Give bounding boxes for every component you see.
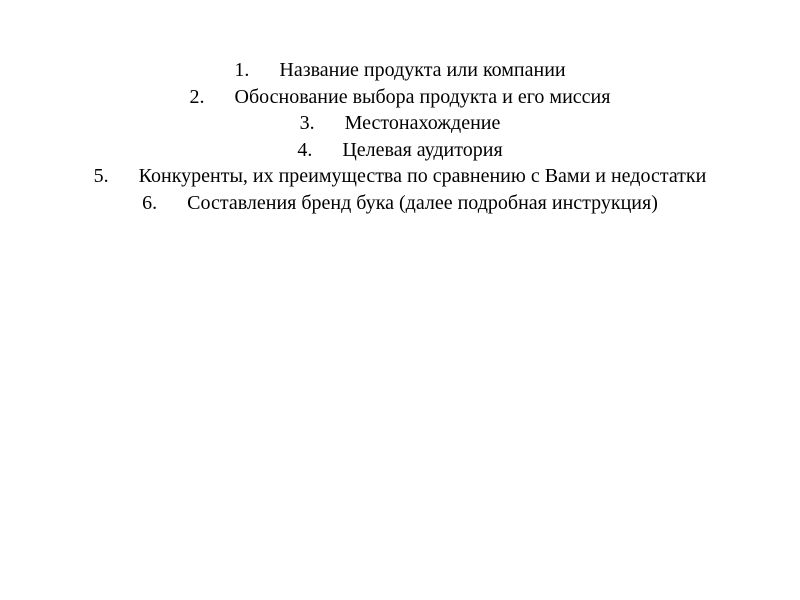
list-item-number: 5. (93, 165, 109, 187)
list-item-text: Составления бренд бука (далее подробная инструкция) (187, 191, 658, 214)
list-item (0, 84, 800, 111)
list-item-text: Целевая аудитория (342, 138, 503, 161)
list-item-text: Обоснование выбора продукта и его миссия (234, 85, 611, 108)
list-item-text: Местонахождение (344, 112, 501, 134)
list-item-number: 6. (142, 191, 158, 214)
list-item-number: 1. (234, 59, 250, 81)
numbered-list (0, 57, 800, 216)
list-item-number: 2. (189, 85, 205, 108)
list-item (0, 190, 800, 217)
list-item (0, 110, 800, 137)
list-item (0, 163, 800, 190)
list-item-number: 4. (297, 138, 313, 161)
list-item (0, 57, 800, 84)
list-item-text: Конкуренты, их преимущества по сравнению с Вами и недостатки (138, 165, 707, 187)
list-item-text: Название продукта или компании (279, 59, 566, 81)
list-item (0, 137, 800, 164)
list-item-number: 3. (299, 112, 315, 134)
